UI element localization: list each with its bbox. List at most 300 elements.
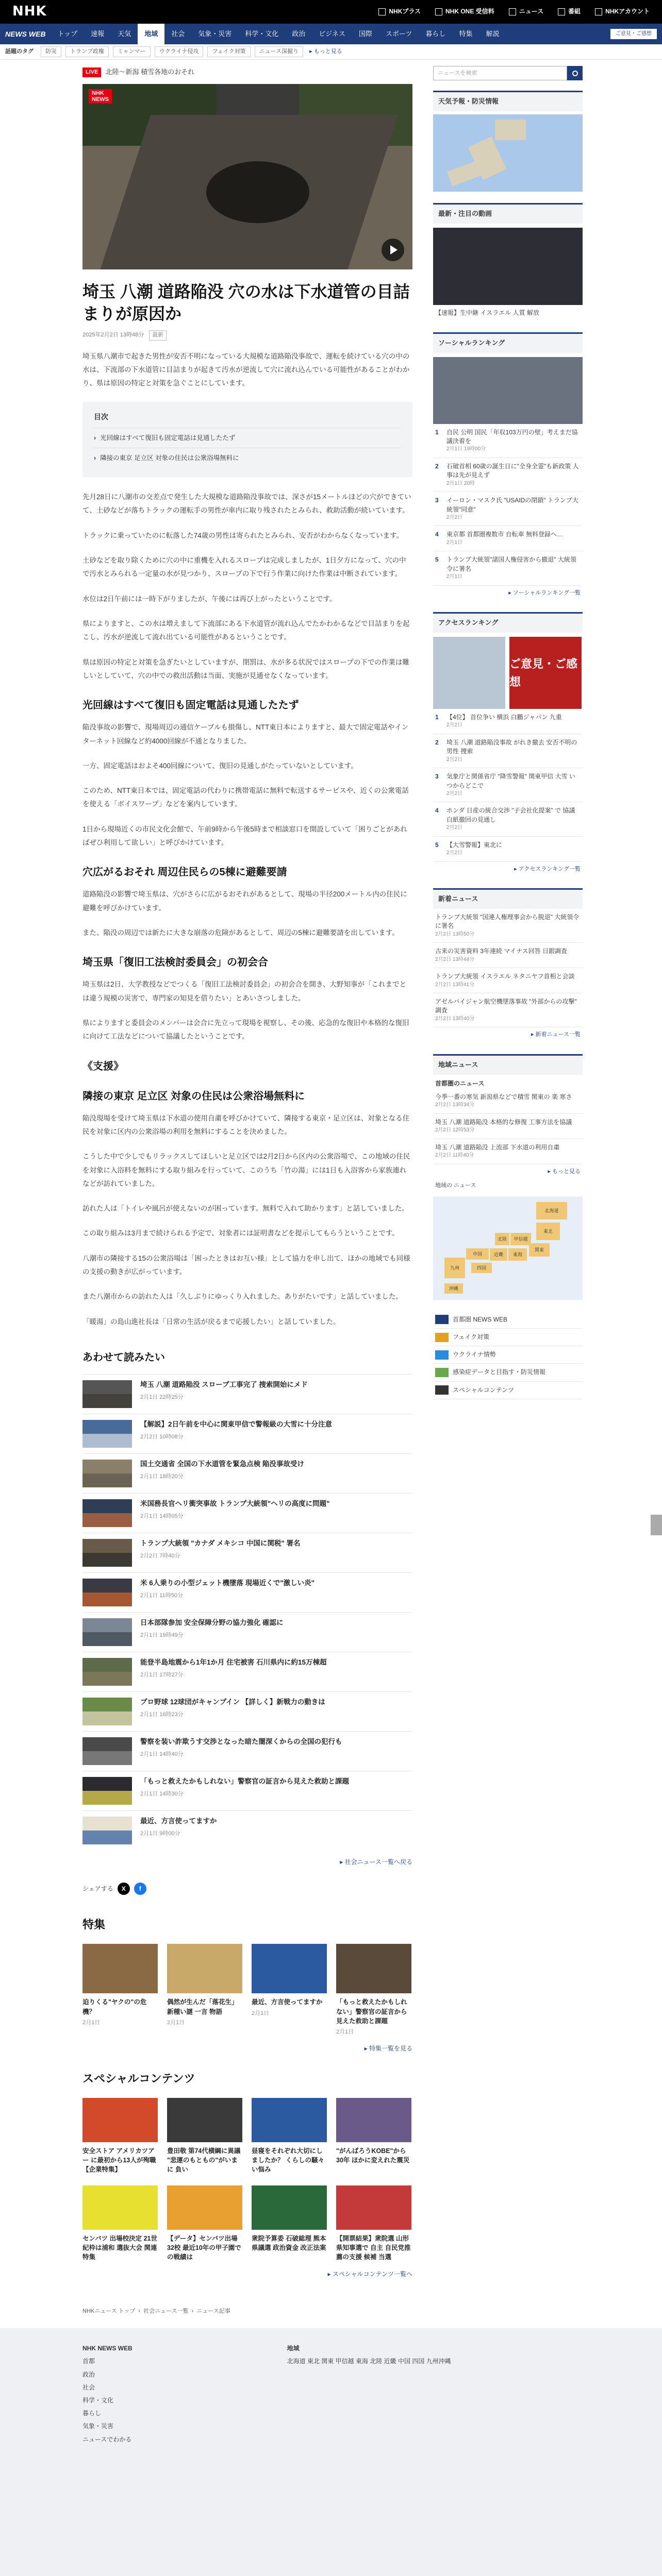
access-banner[interactable]: ご意見・ご感想 — [509, 637, 582, 709]
article-paragraph: 県によりますと、この水は増えまして下流部にある下水道管が流れ込んでたかわかるなどで目詰まりを起こし、汚水が逆流して流れ出ている可能性があるということです。 — [82, 619, 410, 641]
topbar-link-account[interactable]: NHKアカウント — [595, 7, 650, 16]
region-tohoku[interactable]: 東北 — [536, 1223, 560, 1240]
related-thumbnail — [82, 1737, 132, 1765]
nav-item-features[interactable]: 特集 — [459, 29, 473, 38]
live-banner[interactable] — [82, 67, 412, 78]
article-paragraph: 水位は2日午前には一時下がりましたが、午後には再び上がったということです。 — [82, 595, 337, 603]
sidebar-link[interactable] — [433, 1382, 583, 1399]
ranking-title: イーロン・マスク氏 "USAIDの閉鎖" トランプ大統領"同意" — [446, 497, 578, 513]
feature-title: 最近、方言使ってますか — [252, 1998, 323, 2006]
related-title: 「もっと救えたかもしれない」警察官の証言から見えた救助と課題 — [140, 1777, 349, 1786]
social-ranking-box — [433, 332, 583, 601]
access-item[interactable]: 1 【4位】 首位争い 横浜 白鵬ジャパン 九重 2月2日 — [433, 709, 583, 734]
special-title: "がんばろうKOBE"から30年 ほかに変えれた震災 — [336, 2147, 410, 2164]
tag-chip[interactable]: トランプ政権 — [65, 46, 109, 58]
feature-title: 偶然が生んだ「落花生」新種い謎 一言 物語 — [167, 1998, 238, 2015]
section-heading: 光回線はすべて復旧も固定電話は見通したたず — [82, 700, 299, 711]
sidebar-link[interactable] — [433, 1311, 583, 1329]
section-heading: 隣接の東京 足立区 対象の住民は公衆浴場無料に — [82, 1090, 305, 1102]
special-title: 衆院予算委 石破総理 熊本県議選 政治資金 改正法案 — [252, 2235, 326, 2252]
special-title: 安全ストア アメリカツアー に最初から13人が殉職 【企業特集】 — [82, 2147, 156, 2173]
special-image — [336, 2185, 411, 2230]
tag-chip[interactable]: フェイク対策 — [207, 46, 250, 58]
breadcrumb-item: ニュース記事 — [196, 2308, 230, 2314]
nav-item-top[interactable]: トップ — [57, 29, 78, 38]
region-shikoku[interactable]: 四国 — [471, 1263, 492, 1273]
scroll-top-button[interactable] — [651, 1515, 662, 1535]
new-date: 2月2日 13時40分 — [435, 1015, 475, 1022]
region-hokuriku[interactable]: 北陸 — [495, 1233, 509, 1245]
sidebar-link-label: ウクライナ情勢 — [453, 1351, 496, 1359]
access-item[interactable]: 5 【大雪警報】東北に 2月2日 — [433, 837, 583, 862]
news-icon — [509, 8, 516, 15]
topbar-link-plus[interactable]: NHKプラス — [378, 7, 421, 16]
related-thumbnail — [82, 1658, 132, 1686]
footer-link[interactable]: ニュースでわかる — [82, 2435, 132, 2443]
link-thumb-icon — [435, 1315, 449, 1324]
tag-chip[interactable]: ニュース深掘り — [255, 46, 303, 58]
link-thumb-icon — [435, 1350, 449, 1360]
toc-item[interactable]: › 光回線はすべて復旧も固定電話は見通したたず — [94, 428, 401, 448]
local-heading[interactable]: 地域ニュース — [433, 1054, 583, 1075]
article-column — [82, 60, 412, 2328]
related-list — [82, 1374, 412, 1850]
region-okinawa[interactable]: 沖縄 — [444, 1283, 463, 1294]
article-paragraph: また、陥没の周辺では新たに大きな崩落の危険があるとして、周辺の5棟に避難要請を出しています。 — [82, 929, 399, 937]
access-item[interactable]: 2 埼玉 八潮 道路陥没事故 がれき撤去 安否不明の男性 捜索 2月2日 — [433, 734, 583, 768]
related-date: 2月1日 14時40分 — [140, 1751, 184, 1757]
special-image — [336, 2098, 411, 2142]
nav-item-life[interactable]: 暮らし — [425, 29, 446, 38]
new-title: トランプ大統領 イスラエル ネタニヤフ首相と会談 — [435, 973, 575, 980]
nav-item-politics[interactable]: 政治 — [292, 29, 306, 38]
related-title: 埼玉 八潮 道路陥没 スロープ工事完了 捜索開始にメド — [140, 1381, 308, 1389]
weather-map[interactable] — [433, 114, 583, 192]
search-input[interactable]: ニュースを検索 — [433, 66, 567, 80]
sidebar-link-label: 首都圏 NEWS WEB — [453, 1315, 508, 1323]
section-heading: 埼玉県「復旧工法検討委員会」の初会合 — [82, 957, 268, 969]
top-bar — [0, 0, 662, 24]
features-row — [82, 1944, 412, 2037]
footer-link[interactable]: 政治 — [82, 2370, 95, 2378]
access-title: 【大雪警報】東北に — [446, 841, 503, 849]
region-koshinetsu[interactable]: 甲信越 — [510, 1233, 531, 1245]
access-item[interactable]: 4 ホンダ 日産の統合交渉 "子会社化提案" で 協議 白紙撤回の見通し 2月2日 — [433, 802, 583, 836]
special-grid — [82, 2098, 412, 2262]
weather-heading[interactable]: 天気予報・防災情報 — [433, 91, 583, 111]
new-date: 2月2日 13時41分 — [435, 981, 475, 988]
local-date: 2月2日 13時34分 — [435, 1102, 475, 1108]
access-top-image[interactable] — [433, 637, 505, 709]
special-image — [252, 2098, 327, 2142]
related-date: 2月1日 18時20分 — [140, 1473, 184, 1480]
feature-card[interactable] — [336, 1944, 411, 2037]
link-thumb-icon — [435, 1385, 449, 1395]
related-item[interactable] — [82, 1652, 412, 1691]
tag-bar — [0, 44, 662, 60]
ranking-item[interactable]: 4 東京都 首都圏複数市 自転車 無料登録へ… 2月1日 — [433, 526, 583, 551]
related-date: 2月2日 10時08分 — [140, 1433, 184, 1440]
related-item[interactable] — [82, 1374, 412, 1414]
related-title: 国土交通省 全国の下水道管を緊急点検 陥没事故受け — [140, 1460, 305, 1468]
related-title: 最近、方言使ってますか — [140, 1817, 217, 1825]
local-date: 2月2日 12時53分 — [435, 1127, 475, 1133]
footer-link[interactable]: 首都 — [82, 2358, 95, 2365]
latest-video-thumbnail[interactable] — [433, 228, 583, 305]
breadcrumb-item[interactable]: NHKニュース トップ — [82, 2308, 136, 2314]
region-hokkaido[interactable]: 北海道 — [536, 1202, 567, 1219]
related-item[interactable] — [82, 1533, 412, 1572]
feature-card[interactable] — [167, 1944, 242, 2037]
related-date: 2月2日 7時40分 — [140, 1552, 180, 1559]
related-item[interactable] — [82, 1414, 412, 1453]
footer-link[interactable]: 科学・文化 — [82, 2397, 114, 2404]
main-nav — [0, 24, 662, 44]
ranking-item[interactable]: 5 トランプ大統領"諸国人権侵害から撤退" 大統領令に署名 2月1日 — [433, 551, 583, 585]
related-more-link[interactable]: ▸ 社会ニュース一覧へ戻る — [340, 1858, 412, 1866]
footer-region-links[interactable]: 北海道 東北 関東 甲信越 東海 北陸 近畿 中国 四国 九州沖縄 — [287, 2358, 451, 2365]
local-item[interactable] — [433, 1089, 583, 1114]
special-card[interactable] — [82, 2098, 158, 2174]
nhk-logo[interactable]: NHK — [12, 4, 47, 20]
related-title: 警察を装い詐欺うす交渉となった暗た闇深くからの全国の犯行も — [140, 1738, 342, 1746]
access-title: 埼玉 八潮 道路陥没事故 がれき撤去 安否不明の男性 捜索 — [446, 738, 577, 755]
tag-chip[interactable]: 防災 — [41, 46, 61, 58]
article-paragraph: この取り組みは3月まで続けられる予定で、対象者には証明書などを提示してもらうということです。 — [82, 1229, 399, 1238]
local-subheading[interactable]: 首都圏のニュース — [435, 1079, 485, 1087]
nav-item-region[interactable]: 地域 — [138, 24, 164, 44]
related-date: 2月1日 22時25分 — [140, 1394, 184, 1400]
ranking-date: 2月1日 20時 — [446, 480, 475, 486]
access-title: 気象庁と関係省庁 "降雪警報" 関東甲信 大雪 いつからどこで — [446, 773, 575, 789]
topbar-link-program[interactable]: 番組 — [558, 7, 581, 16]
related-title: 米 6人乗りの小型ジェット機墜落 現場近くで"激しい炎" — [140, 1579, 315, 1587]
related-thumbnail — [82, 1499, 132, 1527]
article-paragraph: 陥没現場を受けて埼玉県は下水道の使用自粛を呼びかけていて、隣接する東京・足立区は、対象となる住民を対象に区内の公衆浴場の利用を無料にすることを決めました。 — [82, 1114, 410, 1136]
footer-region-heading[interactable]: 地域 — [287, 2345, 300, 2352]
access-more-link[interactable]: ▸ アクセスランキング一覧 — [514, 866, 581, 872]
search-icon[interactable] — [567, 66, 583, 80]
related-item[interactable] — [82, 1493, 412, 1533]
access-date: 2月2日 — [446, 722, 463, 728]
article-tag[interactable]: 最新 — [149, 330, 167, 341]
access-item[interactable]: 3 気象庁と関係省庁 "降雪警報" 関東甲信 大雪 いつからどこで 2月2日 — [433, 768, 583, 802]
article-date: 2025年2月2日 13時48分 — [82, 332, 144, 338]
special-image — [167, 2185, 242, 2230]
article-paragraph: 県によりますと委員会のメンバーは会合に先立って現場を視察し、その後、応急的な復旧や本格的な復旧に向けて工法などについて協議したということです。 — [82, 1019, 409, 1041]
footer-link[interactable]: 暮らし — [82, 2410, 102, 2417]
special-title: 【データ】センバツ出場32校 最近10年の甲子園での戦績は — [167, 2235, 241, 2261]
special-more-link[interactable]: ▸ スペシャルコンテンツ一覧へ — [327, 2270, 412, 2278]
ranking-date: 2月2日 — [446, 514, 463, 520]
special-image — [82, 2098, 158, 2142]
feature-card[interactable] — [82, 1944, 158, 2037]
article-paragraph: 訪れた人は「トイレや風呂が使えないのが困っています。無料で入れて助かります」と話していました。 — [82, 1205, 409, 1213]
related-thumbnail — [82, 1817, 132, 1844]
sidebar-link-label: フェイク対策 — [453, 1333, 490, 1341]
related-item[interactable] — [82, 1810, 412, 1850]
new-title: トランプ大統領 "国連人権理事会から脱退" 大統領令に署名 — [435, 913, 580, 930]
related-date: 2月1日 14時30分 — [140, 1790, 184, 1797]
related-date: 2月1日 17時27分 — [140, 1671, 184, 1678]
access-date: 2月2日 — [446, 850, 463, 856]
tag-more-link[interactable]: ▸ もっと見る — [309, 48, 342, 55]
article-lead: 埼玉県八潮市で起きた男性が安否不明になっている大規模な道路陥没事故で、運転を続けている穴の中の水は、下流部の下水道管に目詰まりが起きて汚水が逆流して穴に流れ込んでいる可能性があることがわかり、県は原因の特定と対策を急ぐことにしています。 — [82, 352, 410, 387]
related-date: 2月1日 14時05分 — [140, 1513, 184, 1519]
live-text: 北陸〜新潟 積雪各地のおそれ — [105, 68, 195, 76]
article-paragraph: 埼玉県は2日、大学教授などでつくる「復旧工法検討委員会」の初会合を開き、大野知事が「これまでとは違う規模の災害で、専門家の知見を借りたい」とあいさつしました。 — [82, 980, 406, 1002]
feature-date: 2月1日 — [336, 2028, 354, 2035]
x-share-icon[interactable]: X — [118, 1883, 130, 1895]
special-card[interactable] — [336, 2098, 411, 2174]
share-bar — [82, 1883, 412, 1895]
region-kinki[interactable]: 近畿 — [490, 1248, 507, 1261]
feature-image — [82, 1944, 158, 1993]
news-web-brand[interactable]: NEWS WEB — [5, 29, 46, 38]
local-more-link[interactable]: ▸ もっと見る — [548, 1168, 581, 1175]
nav-item-society[interactable]: 社会 — [171, 29, 185, 38]
related-date: 2月1日 16時23分 — [140, 1711, 184, 1718]
support-heading: 《支援》 — [82, 1060, 124, 1072]
new-item[interactable] — [433, 968, 583, 993]
article-hero-video[interactable] — [82, 84, 412, 269]
new-heading[interactable]: 新着ニュース — [433, 888, 583, 909]
footer-link[interactable]: 気象・災害 — [82, 2422, 114, 2430]
local-date: 2月2日 11時40分 — [435, 1153, 474, 1159]
map-land — [447, 161, 482, 186]
access-ranking-box — [433, 612, 583, 877]
new-more-link[interactable]: ▸ 新着ニュース一覧 — [531, 1031, 581, 1038]
new-item[interactable] — [433, 993, 583, 1027]
related-title: 米国務長官ヘリ衝突事故 トランプ大統領"ヘリの高度に問題" — [140, 1500, 330, 1508]
related-thumbnail — [82, 1777, 132, 1805]
local-item[interactable] — [433, 1139, 583, 1164]
related-date: 2月1日 9時00分 — [140, 1830, 180, 1837]
related-item[interactable] — [82, 1453, 412, 1493]
feature-image — [336, 1944, 411, 1993]
nav-item-weather[interactable]: 天気 — [118, 29, 131, 38]
sidebar-link-label: スペシャルコンテンツ — [453, 1386, 515, 1394]
article-paragraph: また八潮市からの訪れた人は「久しぶりにゆっくり入れました。ありがたいです」と話していました。 — [82, 1293, 403, 1301]
article-paragraph: 道路陥没の影響で埼玉県は、穴がさらに広がるおそれがあるとして、現場の半径200メートル内の住民に避難を呼びかけています。 — [82, 890, 407, 912]
tag-bar-label: 話題のタグ — [5, 48, 34, 55]
access-heading[interactable]: アクセスランキング — [433, 612, 583, 633]
facebook-share-icon[interactable]: f — [134, 1883, 146, 1895]
related-date: 2月1日 19時49分 — [140, 1632, 184, 1638]
new-date: 2月2日 13時50分 — [435, 931, 475, 937]
special-card[interactable] — [82, 2185, 158, 2262]
article-paragraph: 先月28日に八潮市の交差点で発生した大規模な道路陥没事故では、深さが15メートルほどの穴ができていて、土砂などが落ちトラックの運転手の男性が車内に取り残されたとみられ、救助活動が続いています。 — [82, 493, 411, 515]
region-map — [433, 1197, 583, 1300]
toc-heading: 目次 — [94, 412, 108, 421]
related-heading: あわせて読みたい — [82, 1352, 165, 1364]
new-title: アゼルバイジャン航空機墜落事故 "外部からの攻撃" 調査 — [435, 998, 577, 1014]
local-title: 埼玉 八潮 道路陥没 本格的な修復 工事方法を協議 — [435, 1118, 572, 1126]
feature-title: 「もっと救えたかもしれない」警察官の証言から見えた救助と課題 — [336, 1998, 407, 2025]
latest-heading[interactable]: 最新・注目の動画 — [433, 203, 583, 224]
related-thumbnail — [82, 1698, 132, 1725]
local-title: 埼玉 八潮 道路陥没 上流部 下水道の利用自粛 — [435, 1143, 560, 1151]
special-card[interactable] — [252, 2185, 327, 2262]
toc-item[interactable]: › 隣接の東京 足立区 対象の住民は公衆浴場無料に — [94, 448, 401, 468]
related-item[interactable] — [82, 1691, 412, 1731]
sidebar — [433, 60, 583, 2328]
feature-date: 2月1日 — [82, 2019, 101, 2026]
related-item[interactable] — [82, 1612, 412, 1652]
special-card[interactable] — [167, 2098, 242, 2174]
special-image — [252, 2185, 327, 2230]
ranking-date: 2月1日 19時00分 — [446, 446, 486, 452]
access-date: 2月2日 — [446, 790, 463, 796]
new-news-box — [433, 888, 583, 1043]
article-meta — [82, 330, 412, 341]
new-item[interactable] — [433, 943, 583, 968]
table-of-contents — [82, 402, 412, 477]
ranking-title: トランプ大統領"諸国人権侵害から撤退" 大統領令に署名 — [446, 556, 576, 572]
link-thumb-icon — [435, 1333, 449, 1342]
latest-video-caption[interactable]: 【速報】生中継 イスラエル 人質 解放 — [435, 309, 539, 316]
region-chugoku[interactable]: 中国 — [466, 1248, 489, 1260]
local-title: 今季一番の寒気 新潟県などで積雪 関東の 楽 寒さ — [435, 1093, 572, 1100]
access-title: ホンダ 日産の統合交渉 "子会社化提案" で 協議 白紙撤回の見通し — [446, 807, 575, 823]
article-title: 埼玉 八潮 道路陥没 穴の水は下水道管の目詰まりが原因か — [82, 282, 410, 323]
related-item[interactable] — [82, 1771, 412, 1810]
related-title: プロ野球 12球団がキャンプイン 【詳しく】新戦力の動きは — [140, 1698, 325, 1706]
weather-box — [433, 91, 583, 192]
feature-title: 迫りくる"ヤクの"の危機？ — [82, 1998, 147, 2015]
nav-item-sports[interactable]: スポーツ — [385, 29, 412, 38]
article-paragraph: 八潮市の隣接する15の公衆浴場は「困ったときはお互い様」として協力を申し出て、ほかの地域でも同様の支援の動きが広がっています。 — [82, 1254, 410, 1276]
live-badge: LIVE — [82, 67, 101, 78]
footer-link[interactable]: 社会 — [82, 2383, 95, 2391]
article-paragraph: 陥没事故の影響で、現場周辺の通信ケーブルも損傷し、NTT東日本によりますと、最大で固定電話やインターネット回線など約4000回線が不通となりました。 — [82, 723, 409, 745]
related-thumbnail — [82, 1579, 132, 1606]
section-heading: 穴広がるおそれ 周辺住民らの5棟に避難要請 — [82, 867, 287, 878]
region-kanto[interactable]: 関東 — [529, 1243, 550, 1257]
related-title: 【解説】2日午前を中心に関東甲信で警報級の大雪に十分注意 — [140, 1420, 333, 1429]
special-card[interactable] — [252, 2098, 327, 2174]
social-top-image[interactable] — [433, 357, 583, 424]
special-heading: スペシャルコンテンツ — [82, 2072, 195, 2085]
region-caption: 地域の ニュース — [435, 1182, 476, 1189]
article-paragraph: 土砂などを取り除くために穴の中に重機を入れるスロープは完成しましたが、1日夕方になって、穴の中で汚水とみられる一定量の水が見つかり、スロープの下で行う作業に向けた作業は中断されています。 — [82, 556, 406, 578]
topbar-link-news[interactable]: ニュース — [509, 7, 543, 16]
footer-left — [82, 2344, 133, 2448]
social-more-link[interactable]: ▸ ソーシャルランキング一覧 — [508, 589, 581, 596]
breadcrumb-item[interactable]: 社会ニュース一覧 — [143, 2308, 189, 2314]
ranking-title: 自民 公明 国民「年収103万円の壁」考えまだ協議決着を — [446, 428, 578, 445]
special-title: 豊田敬 第74代横綱に異議 "悲運のもともの"がいまに 負い — [167, 2147, 241, 2173]
special-card[interactable] — [167, 2185, 242, 2262]
feature-card[interactable] — [252, 1944, 327, 2037]
special-title: センバツ 出場校決定 21世紀枠は浦和 選抜大会 関連特集 — [82, 2235, 157, 2261]
new-date: 2月2日 13時44分 — [435, 956, 475, 962]
special-title: 【開票結果】衆院選 山形県知事選で 自主 自民党推薦の支援 候補 当選 — [336, 2235, 411, 2261]
special-title: 昼寝をそれぞれ大切にしましたか？ くらしの騒々い悩み — [252, 2147, 324, 2173]
article-paragraph: こうした中で少しでもリラックスしてほしいと足立区では2月2日から区内の公衆浴場で、この地域の住民を対象に入浴料を無料にする取り組みを行っていて、このうち「竹の湯」には1日も入浴客から家族連れなどが訪れていました。 — [82, 1153, 410, 1188]
related-thumbnail — [82, 1420, 132, 1448]
play-icon[interactable] — [382, 239, 404, 261]
ranking-date: 2月1日 — [446, 539, 463, 546]
related-title: 能登半島地震から1年1か月 住宅被害 石川県内に約15万棟超 — [140, 1658, 327, 1667]
new-item[interactable] — [433, 909, 583, 943]
topbar-link-one[interactable]: NHK ONE 受信料 — [435, 7, 494, 16]
footer-brand[interactable]: NHK NEWS WEB — [82, 2345, 133, 2352]
sidebar-link[interactable] — [433, 1364, 583, 1381]
tag-chip[interactable]: ミャンマー — [113, 46, 151, 58]
nhk-news-bug: NHK NEWS — [89, 89, 112, 104]
article-paragraph: 県は原因の特定と対策を急ぎたいとしていますが、閉罰は、水が多る状況ではスロープの下での作業は難しいとしていて、穴の中での救出活動は当面、実施が見通せなくなっています。 — [82, 658, 409, 680]
map-land — [495, 120, 526, 140]
related-thumbnail — [82, 1618, 132, 1646]
nav-item-breaking[interactable]: 速報 — [91, 29, 105, 38]
footer — [0, 2328, 662, 2463]
ranking-date: 2月1日 — [446, 574, 463, 580]
related-item[interactable] — [82, 1731, 412, 1771]
feature-date: 2月1日 — [167, 2019, 185, 2026]
feature-image — [252, 1944, 327, 1993]
related-thumbnail — [82, 1460, 132, 1487]
special-image — [167, 2098, 242, 2142]
nav-item-commentary[interactable]: 解説 — [486, 29, 500, 38]
sidebar-link[interactable] — [433, 1329, 583, 1346]
one-icon — [435, 8, 442, 15]
special-image — [82, 2185, 158, 2230]
nav-item-business[interactable]: ビジネス — [319, 29, 345, 38]
access-title: 【4位】 首位争い 横浜 白鵬ジャパン 九重 — [446, 713, 562, 721]
article-paragraph: 「暖湯」の島山進社長は「日常の生活が戻るまで応援したい」と話していました。 — [82, 1317, 340, 1326]
tag-chip[interactable]: ウクライナ侵攻 — [155, 46, 204, 58]
nav-item-international[interactable]: 国際 — [358, 29, 372, 38]
ranking-item[interactable]: 2 石破首相 60歳の誕生日に"全身全霊"も新政策 人事は先が見えず 2月1日 20時 — [433, 458, 583, 492]
special-card[interactable] — [336, 2185, 411, 2262]
region-tokai[interactable]: 東海 — [508, 1248, 527, 1261]
share-label: シェアする — [82, 1885, 113, 1892]
access-date: 2月2日 — [446, 825, 463, 831]
article-paragraph: このため、NTT東日本では、固定電話の代わりに携帯電話に無料で転送するサービスや、近くの公衆電話を使える「ボイスワープ」などを案内しています。 — [82, 787, 409, 808]
ranking-item[interactable]: 1 自民 公明 国民「年収103万円の壁」考えまだ協議決着を 2月1日 19時00分 — [433, 424, 583, 458]
feedback-button[interactable]: ご意見・ご感想 — [610, 29, 657, 39]
ranking-item[interactable]: 3 イーロン・マスク氏 "USAIDの閉鎖" トランプ大統領"同意" 2月2日 — [433, 492, 583, 526]
article-paragraph: 一方、固定電話はおよそ400回線について、復旧の見通しがたっていないとしています。 — [82, 761, 358, 770]
related-title: 日本部隊参加 安全保障分野の協力強化 確認に — [140, 1619, 284, 1627]
new-title: 古来の災害資料 3年連続 マイナス回答 日銀調査 — [435, 947, 567, 955]
ranking-title: 石破首相 60歳の誕生日に"全身全霊"も新政策 人事は先が見えず — [446, 462, 579, 479]
nav-item-disaster[interactable]: 気象・災害 — [198, 29, 232, 38]
news-search — [433, 66, 583, 80]
local-item[interactable] — [433, 1114, 583, 1139]
link-thumb-icon — [435, 1368, 449, 1377]
sidebar-link[interactable] — [433, 1346, 583, 1364]
region-kyushu[interactable]: 九州 — [444, 1258, 465, 1278]
related-date: 2月1日 11時50分 — [140, 1592, 183, 1599]
account-icon — [595, 8, 602, 15]
article-paragraph: 1日から現場近くの市民文化会館で、午前9時から午後5時まで相談窓口を開設していて「困りごとがあればぜひ利用して欲しい」と呼びかけています。 — [82, 825, 407, 847]
breadcrumb: NHKニュース トップ › 社会ニュース一覧 › ニュース記事 — [82, 2295, 412, 2329]
local-news-box — [433, 1054, 583, 1300]
related-item[interactable] — [82, 1572, 412, 1612]
features-heading: 特集 — [82, 1918, 106, 1931]
sidebar-links — [433, 1311, 583, 1399]
features-more-link[interactable]: ▸ 特集一覧を見る — [364, 2045, 412, 2053]
hero-sinkhole — [206, 161, 309, 223]
plus-icon — [378, 8, 386, 15]
social-heading[interactable]: ソーシャルランキング — [433, 332, 583, 353]
nav-item-science[interactable]: 科学・文化 — [245, 29, 279, 38]
latest-video-box — [433, 203, 583, 321]
related-thumbnail — [82, 1380, 132, 1408]
ranking-title: 東京都 首都圏複数市 自転車 無料登録へ… — [446, 531, 564, 538]
